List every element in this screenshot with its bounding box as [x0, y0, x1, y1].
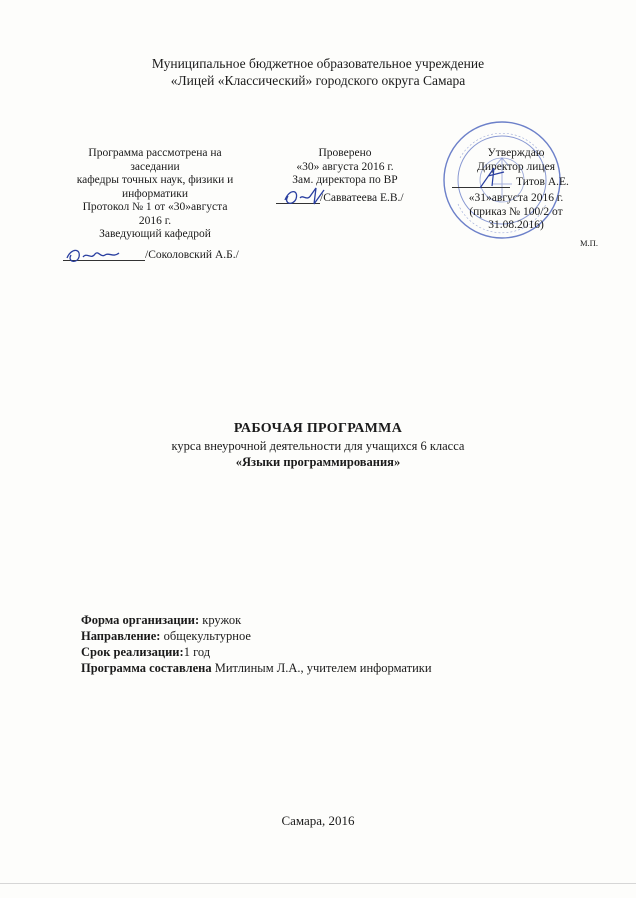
- organization-form: [81, 613, 241, 628]
- approve-label: Утверждаю: [487, 147, 545, 159]
- implementation-term: [81, 645, 210, 660]
- institution-full-name: «Лицей «Классический» городского округа Самара: [170, 73, 466, 88]
- head-of-department-name: /Соколовский А.Б./: [145, 249, 239, 261]
- deputy-name: /Савватеева Е.В./: [320, 192, 404, 204]
- scan-edge-divider: [0, 883, 636, 884]
- protocol-year: 2016 г.: [138, 214, 172, 227]
- deputy-position: Зам. директора по ВР: [292, 174, 398, 186]
- order-date: 31.08.2016): [488, 219, 544, 231]
- director-approval: [448, 147, 584, 174]
- detail-label: Срок реализации:: [81, 645, 184, 659]
- director-name: Титов А.Е.: [516, 176, 569, 188]
- program-author: [81, 661, 432, 676]
- document-subtitle: курса внеурочной деятельности для учащихся 6 класса: [171, 439, 465, 453]
- detail-label: Направление:: [81, 629, 161, 643]
- head-of-department-label: Заведующий кафедрой: [99, 228, 211, 240]
- stamp-place-mark: М.П.: [580, 238, 598, 248]
- approval-text: кафедры точных наук, физики и: [76, 174, 234, 186]
- detail-label: Программа составлена: [81, 661, 212, 675]
- approval-date: «31»августа 2016 г.: [468, 192, 564, 204]
- direction: [81, 629, 251, 644]
- signature-scribble: [63, 244, 143, 266]
- checked-label: Проверено: [318, 147, 372, 159]
- place-and-year: Самара, 2016: [281, 813, 355, 828]
- detail-value: общекультурное: [160, 629, 251, 643]
- signature-scribble: [474, 162, 514, 192]
- institution-name: Муниципальное бюджетное образовательное учреждение: [151, 56, 485, 71]
- checked-date: «30» августа 2016 г.: [296, 160, 394, 173]
- director-position: Директор лицея: [477, 160, 555, 173]
- department-approval: [40, 147, 270, 242]
- detail-value: кружок: [199, 613, 242, 627]
- detail-label: Форма организации:: [81, 613, 200, 627]
- detail-value: 1 год: [183, 645, 211, 659]
- director-order: [448, 192, 584, 233]
- deputy-check: [270, 147, 420, 188]
- detail-value: Митлиным Л.А., учителем информатики: [211, 661, 432, 675]
- signature-scribble: [280, 184, 328, 210]
- approval-text: информатики: [121, 187, 188, 200]
- protocol-number: Протокол № 1 от «30»августа: [82, 201, 228, 213]
- course-name: «Языки программирования»: [235, 455, 401, 469]
- order-number: (приказ № 100/2 от: [469, 205, 563, 218]
- document-title: РАБОЧАЯ ПРОГРАММА: [233, 421, 403, 436]
- approval-text: заседании: [130, 160, 180, 173]
- approval-text: Программа рассмотрена на: [88, 147, 222, 159]
